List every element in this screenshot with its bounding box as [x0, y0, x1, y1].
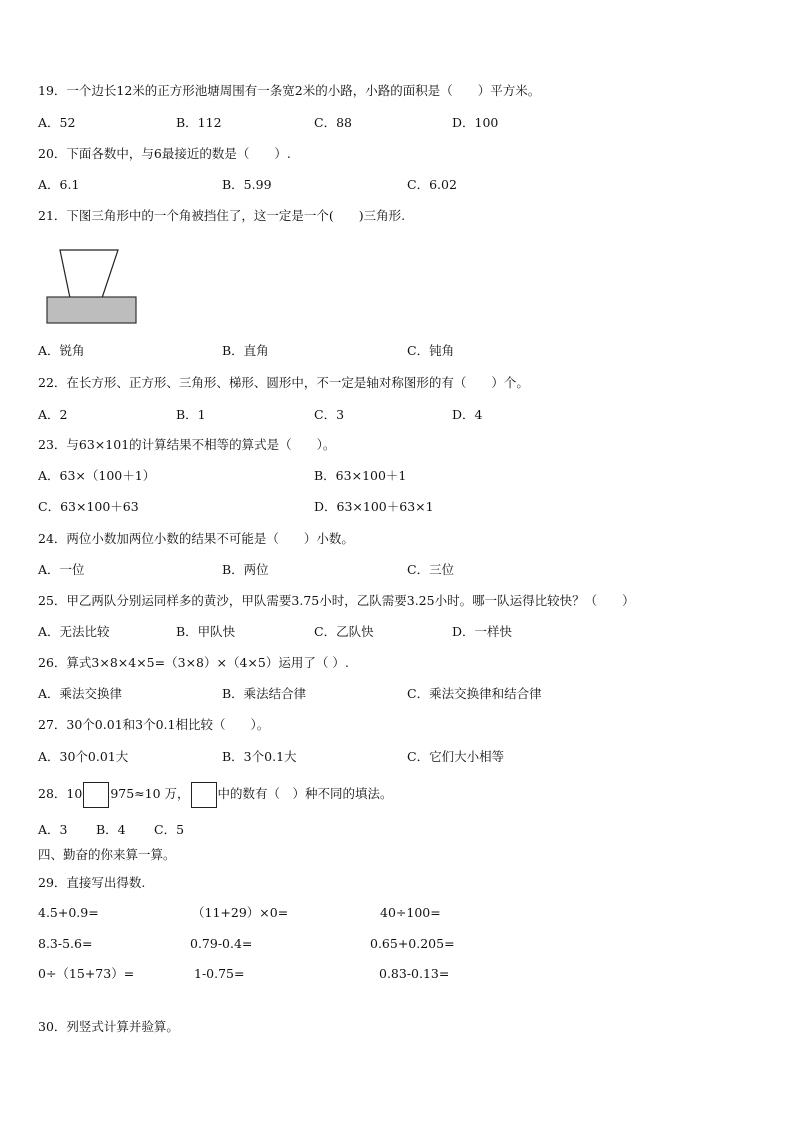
q28-blank-box-1[interactable] [83, 782, 109, 808]
question-30: 30．列竖式计算并验算。 [38, 1019, 179, 1034]
q28-text-middle: 975≈10 万， [110, 786, 190, 801]
question-23: 23．与63×101的计算结果不相等的算式是（ ）。 [38, 437, 336, 452]
question-21: 21．下图三角形中的一个角被挡住了，这一定是一个( )三角形. [38, 208, 406, 223]
q22-option-a[interactable]: A．2 [38, 407, 68, 422]
question-24: 24．两位小数加两位小数的结果不可能是（ ）小数。 [38, 531, 354, 546]
question-22: 22．在长方形、正方形、三角形、梯形、圆形中，不一定是轴对称图形的有（ ）个。 [38, 375, 529, 390]
q25-option-a[interactable]: A．无法比较 [38, 624, 110, 639]
q27-option-c[interactable]: C．它们大小相等 [407, 749, 505, 764]
q26-option-c[interactable]: C．乘法交换律和结合律 [407, 686, 542, 701]
q22-option-d[interactable]: D．4 [452, 407, 483, 422]
q28-text-end: 中的数有（ ）种不同的填法。 [217, 786, 393, 801]
q19-option-b[interactable]: B．112 [176, 115, 222, 130]
section-4-heading: 四、勤奋的你来算一算。 [38, 847, 176, 862]
calc-item: 0.65+0.205= [370, 936, 455, 951]
calc-item: 8.3-5.6= [38, 936, 93, 951]
q28-option-a[interactable]: A．3 [38, 822, 68, 837]
q21-option-c[interactable]: C．钝角 [407, 343, 455, 358]
calc-item: （11+29）×0= [192, 905, 289, 920]
calc-item: 0.83-0.13= [379, 966, 450, 981]
calc-item: 40÷100= [380, 905, 441, 920]
question-26: 26．算式3×8×4×5=（3×8）×（4×5）运用了（ ）. [38, 655, 349, 670]
question-27: 27．30个0.01和3个0.1相比较（ ）。 [38, 717, 270, 732]
q28-option-b[interactable]: B．4 [96, 822, 126, 837]
calc-item: 0÷（15+73）= [38, 966, 135, 981]
q20-option-c[interactable]: C．6.02 [407, 177, 457, 192]
q22-option-c[interactable]: C．3 [314, 407, 345, 422]
q25-option-b[interactable]: B．甲队快 [176, 624, 236, 639]
triangle-outline [60, 250, 118, 298]
calc-item: 1-0.75= [194, 966, 245, 981]
q27-option-b[interactable]: B．3个0.1大 [222, 749, 297, 764]
q22-option-b[interactable]: B．1 [176, 407, 206, 422]
q26-option-a[interactable]: A．乘法交换律 [38, 686, 123, 701]
q19-option-a[interactable]: A．52 [38, 115, 76, 130]
q24-option-c[interactable]: C．三位 [407, 562, 455, 577]
question-20: 20．下面各数中，与6最接近的数是（ ）. [38, 146, 291, 161]
q26-option-b[interactable]: B．乘法结合律 [222, 686, 307, 701]
question-25: 25．甲乙两队分别运同样多的黄沙，甲队需要3.75小时，乙队需要3.25小时。哪一队运得比较快？（ ） [38, 593, 635, 608]
q28-option-c[interactable]: C．5 [154, 822, 185, 837]
q25-option-c[interactable]: C．乙队快 [314, 624, 374, 639]
question-28 [38, 781, 393, 808]
calc-item: 0.79-0.4= [190, 936, 253, 951]
q28-text-start: 28．10 [38, 786, 83, 801]
q24-option-b[interactable]: B．两位 [222, 562, 269, 577]
q19-option-d[interactable]: D．100 [452, 115, 499, 130]
q23-option-c[interactable]: C．63×100＋63 [38, 499, 139, 514]
q21-option-a[interactable]: A．锐角 [38, 343, 85, 358]
calc-item: 4.5+0.9= [38, 905, 99, 920]
covering-rectangle [47, 297, 136, 323]
q23-option-d[interactable]: D．63×100＋63×1 [314, 499, 434, 514]
q21-option-b[interactable]: B．直角 [222, 343, 269, 358]
q19-option-c[interactable]: C．88 [314, 115, 352, 130]
q25-option-d[interactable]: D．一样快 [452, 624, 513, 639]
q27-option-a[interactable]: A．30个0.01大 [38, 749, 129, 764]
question-29: 29．直接写出得数. [38, 875, 146, 890]
q28-blank-box-2[interactable] [191, 782, 217, 808]
q24-option-a[interactable]: A．一位 [38, 562, 85, 577]
q20-option-a[interactable]: A．6.1 [38, 177, 80, 192]
question-19: 19．一个边长12米的正方形池塘周围有一条宽2米的小路，小路的面积是（ ）平方米。 [38, 83, 541, 98]
q23-option-b[interactable]: B．63×100＋1 [314, 468, 407, 483]
q23-option-a[interactable]: A．63×（100＋1） [38, 468, 156, 483]
triangle-figure [44, 246, 140, 326]
q20-option-b[interactable]: B．5.99 [222, 177, 272, 192]
